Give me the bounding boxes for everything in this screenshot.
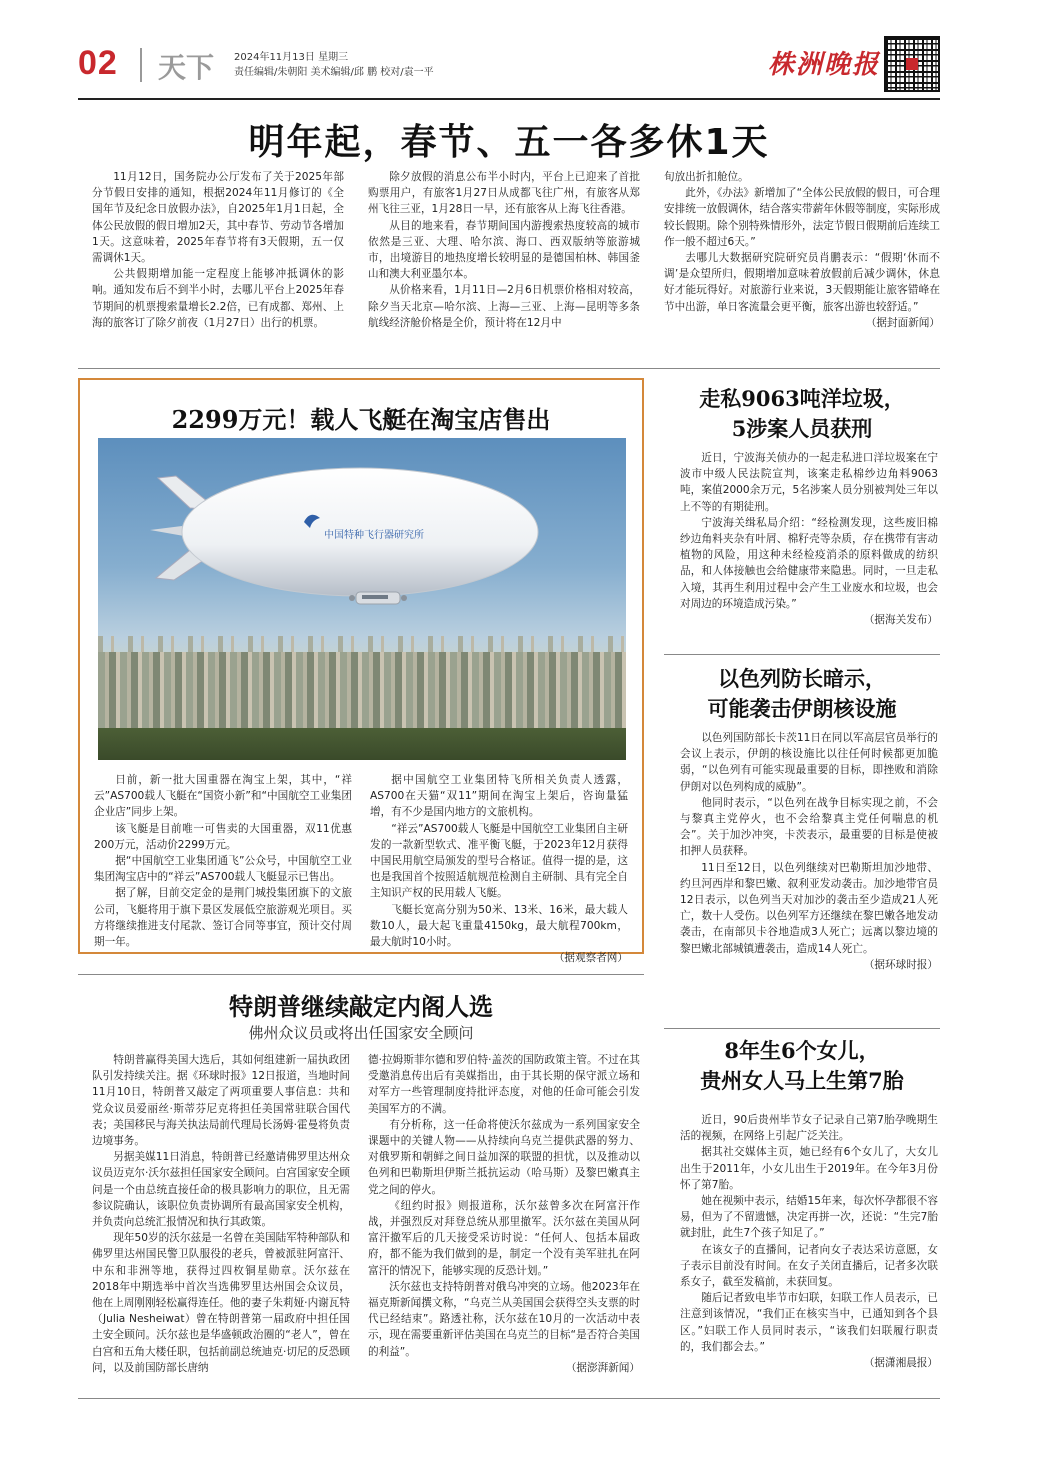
airship-hull-text: 中国特种飞行器研究所: [324, 530, 424, 541]
paragraph: 现年50岁的沃尔兹是一名曾在美国陆军特种部队和佛罗里达州国民警卫队服役的老兵，曾被派驻阿富汗、中东和非洲等地，获得过四枚铜星勋章。沃尔兹在2018年中期选举中首次当选佛罗里达州国会众议员，他在上周刚刚轻松赢得连任。他的妻子朱莉娅·内谢瓦特（Julia Nesheiwat）曾在特朗普第一届政府中担任国土安全顾问。沃尔兹也是华盛顿政治圈的“老人”，曾在白宫和五角大楼任职，包括前副总统迪克·切尼的反恐顾问，以及前国防部长唐纳: [92, 1232, 350, 1374]
bottom-rule: [78, 1398, 940, 1399]
paragraph: 此外，《办法》新增加了“全体公民放假的假日，可合理安排统一放假调休，结合落实带薪年休假等制度，实际形成较长假期。除个别特殊情形外，法定节假日假期前后连续工作一般不超过6天。”: [664, 187, 940, 248]
headline-line: 走私9063吨洋垃圾，: [699, 386, 905, 411]
paragraph: 德·拉姆斯菲尔德和罗伯特·盖茨的国防政策主管。不过在其受邀消息传出后有美媒指出，由于其长期的保守派立场和对军方一些管理制度持批评态度，对他的任命可能会引发美国军方的不满。: [368, 1054, 640, 1115]
paragraph: 据了解，目前交定金的是荆门城投集团旗下的文旅公司，飞艇将用于旗下景区发展低空旅游观光项目。买方将继续推进支付尾款、签订合同等事宜，预计交付周期一年。: [94, 887, 352, 949]
paragraph: 近日，宁波海关侦办的一起走私进口洋垃圾案在宁波市中级人民法院宣判，该案走私棉纱边角料9063吨，案值2000余万元，5名涉案人员分别被判处三年以上不等的有期徒刑。: [680, 452, 938, 513]
paragraph: 11月12日，国务院办公厅发布了关于2025年部分节假日安排的通知，根据2024年11月修订的《全国年节及纪念日放假办法》，自2025年1月1日起，全体公民放假的假日增加2天，其中春节、劳动节各增加1天。这意味着，2025年春节将有3天假期，五一仅需调休1天。: [92, 171, 344, 265]
source-credit: （据澎湃新闻）: [565, 1361, 640, 1374]
paragraph: 近日，90后贵州毕节女子记录自己第7胎孕晚期生活的视频，在网络上引起广泛关注。: [680, 1114, 938, 1143]
section-name: 天下: [158, 51, 215, 84]
headline-line: 5涉案人员获刑: [731, 416, 873, 441]
section-divider: [78, 368, 940, 369]
paragraph: 11日至12日，以色列继续对巴勒斯坦加沙地带、约旦河西岸和黎巴嫩、叙利亚发动袭击。加沙地带官员12日表示，以色列当天对加沙的袭击至少造成21人死亡，数十人受伤。以色列军方还继续在黎巴嫩各地发动袭击，在南部贝卡谷地造成3人死亡；远离以黎边境的黎巴嫩北部城镇遭袭击，造成14人死亡。: [680, 861, 938, 955]
trump-column-1: [92, 1052, 350, 1376]
paragraph: 日前，新一批大国重器在淘宝上架，其中，“祥云”AS700载人飞艇在“国资小新”和“中国航空工业集团企业店”同步上架。: [94, 774, 352, 819]
paragraph: 除夕放假的消息公布半小时内，平台上已迎来了首批购票用户，有旅客1月27日从成都飞往广州，有旅客从郑州飞往三亚，1月28日一早，还有旅客从上海飞往香港。: [368, 171, 640, 216]
paragraph: 据“中国航空工业集团通飞”公众号，中国航空工业集团淘宝店中的“祥云”AS700载人飞艇显示已售出。: [94, 855, 352, 884]
headline-line: 贵州女人马上生第7胎: [700, 1068, 904, 1093]
headline-line: 以色列防长暗示，: [718, 666, 886, 691]
lead-column-2: [368, 169, 640, 331]
section-divider: [664, 654, 940, 655]
lead-headline: 明年起，春节、五一各多休1天: [248, 122, 770, 163]
paragraph: 以色列国防部长卡茨11日在同以军高层官员举行的会议上表示，伊朗的核设施比以往任何时候都更加脆弱，“以色列有可能实现最重要的目标，即挫败和消除伊朗对以色列构成的威胁”。: [680, 732, 938, 793]
paragraph: 该飞艇是目前唯一可售卖的大国重器，双11优惠200万元，活动价2299万元。: [94, 822, 352, 851]
airship-icon: [98, 438, 626, 760]
source-credit: （据潇湘晨报）: [863, 1357, 938, 1370]
paragraph: 随后记者致电毕节市妇联，妇联工作人员表示，已注意到该情况，“我们正在核实当中，已通知到各个县区。”妇联工作人员同时表示，“该我们妇联履行职责的，我们都会去。”: [680, 1292, 938, 1353]
paragraph: 特朗普赢得美国大选后，其如何组建新一届执政团队引发持续关注。据《环球时报》12日报道，当地时间11月10日，特朗普又敲定了两项重要人事信息：共和党众议员爱丽丝·斯蒂芬尼克将担任美国常驻联合国代表；美国移民与海关执法局前代理局长汤姆·霍曼将负责边境事务。: [92, 1054, 350, 1148]
paragraph: 飞艇长宽高分别为50米、13米、16米，最大载人数10人，最大起飞重量4150kg，最大航程700km，最大航时10小时。: [370, 903, 628, 949]
israel-body: [680, 730, 938, 973]
paragraph: 《纽约时报》则报道称，沃尔兹曾多次在阿富汗作战，并强烈反对拜登总统从那里撤军。沃尔兹在美国从阿富汗撤军后的几天接受采访时说：“任何人、包括本届政府，都不能为我们做到的是，制定一个没有美军驻扎在阿富汗的情况下，能够实现的反恐计划。”: [368, 1199, 640, 1277]
airship-photo: [98, 438, 626, 760]
paragraph: 沃尔兹也支持特朗普对俄乌冲突的立场。他2023年在福克斯新闻撰文称，“乌克兰从美国国会获得空头支票的时代已经结束”。路透社称，沃尔兹在10月的一次活动中表示，现在需要重新评估美国在乌克兰的目标“是否符合美国的利益”。: [368, 1280, 640, 1358]
trump-column-2: [368, 1052, 640, 1376]
headline-line: 8年生6个女儿，: [724, 1038, 880, 1063]
paragraph: 去哪儿大数据研究院研究员肖鹏表示：“假期‘休而不调’是众望所归，假期增加意味着放假前后减少调休，休息好才能玩得好。对旅游行业来说，3天假期能让旅客错峰在节中出游，单日客流量会更平衡，旅客出游也较舒适。”: [664, 252, 940, 313]
qr-code-icon: [884, 36, 940, 92]
section-divider: [78, 974, 644, 975]
trump-subheadline: 佛州众议员或将出任国家安全顾问: [248, 1024, 474, 1042]
airship-column-1: [94, 772, 352, 950]
lead-column-3: [664, 169, 940, 331]
paragraph: 有分析称，这一任命将使沃尔兹成为一系列国家安全课题中的关键人物——从持续向乌克兰提供武器的努力、对俄罗斯和朝鲜之间日益加深的联盟的担忧，以及推动以色列和巴勒斯坦伊斯兰抵抗运动（哈马斯）及黎巴嫩真主党之间的停火。: [368, 1118, 640, 1196]
paragraph: 据中国航空工业集团特飞所相关负责人透露，AS700在天猫“双11”期间在淘宝上架后，咨询量猛增，有不少是国内地方的文旅机构。: [370, 774, 628, 819]
masthead: [78, 40, 940, 92]
section-divider: [664, 1028, 940, 1029]
paragraph: 宁波海关缉私局介绍：“经检测发现，这些废旧棉纱边角料夹杂有叶屑、棉籽壳等杂质，存在携带有害动植物的风险，用这种未经检疫消杀的原料做成的纺织品，和人体接触也会给健康带来隐患。同时，一旦走私入境，其再生利用过程中会产生工业废水和垃圾，也会对周边的环境造成污染。”: [680, 516, 938, 610]
paragraph: 从目的地来看，春节期间国内游搜索热度较高的城市依然是三亚、大理、哈尔滨、海口、西双版纳等旅游城市，出境游目的地热度增长较明显的是德国柏林、韩国釜山和澳大利亚墨尔本。: [368, 219, 640, 281]
smuggling-body: [680, 450, 938, 628]
paragraph: 旬放出折扣舱位。: [664, 171, 749, 183]
paragraph: 公共假期增加能一定程度上能够冲抵调休的影响。通知发布后不到半小时，去哪儿平台上2025年春节期间的机票搜索量增长2.2倍，已有成都、郑州、上海的旅客订了除夕前夜（1月27日）出行的机票。: [92, 268, 344, 329]
source-credit: （据封面新闻）: [865, 316, 940, 329]
source-credit: （据海关发布）: [863, 614, 938, 627]
israel-headline: [664, 664, 940, 724]
airship-story-box: [78, 378, 644, 965]
guizhou-headline: [664, 1036, 940, 1096]
date-line: 2024年11月13日 星期三: [234, 52, 349, 63]
paragraph: “祥云”AS700载人飞艇是中国航空工业集团自主研发的一款新型软式、准平衡飞艇，于2023年12月获得中国民用航空局颁发的型号合格证。值得一提的是，这也是我国首个按照适航规范检测自主研制、具有完全自主知识产权的民用载人飞艇。: [370, 822, 628, 900]
newspaper-logo: 株洲晚报: [768, 50, 881, 80]
airship-column-2: [370, 772, 628, 966]
guizhou-body: [680, 1112, 938, 1371]
source-credit: （据观察者网）: [553, 952, 628, 965]
headline-line: 可能袭击伊朗核设施: [707, 696, 897, 721]
header-divider: [140, 48, 142, 82]
paragraph: 另据美媒11日消息，特朗普已经邀请佛罗里达州众议员迈克尔·沃尔兹担任国家安全顾问。白宫国家安全顾问是一个由总统直接任命的极具影响力的职位，且无需参议院确认，该职位负责协调所有最高国家安全机构，并负责向总统汇报情况和执行其政策。: [92, 1151, 350, 1229]
smuggling-headline: [664, 384, 940, 444]
lead-column-1: [92, 169, 344, 331]
paragraph: 从价格来看，1月11日—2月6日机票价格相对较高，除夕当天北京—哈尔滨、上海—三亚、上海—昆明等多条航线经济舱价格是全价，预计将在12月中: [368, 284, 640, 329]
trump-headline: 特朗普继续敲定内阁人选: [229, 992, 493, 1021]
paragraph: 她在视频中表示，结婚15年来，每次怀孕都很不容易，但为了不留遗憾，决定再拼一次，还说：“生完7胎就封肚，此生7个孩子知足了。”: [680, 1195, 938, 1240]
source-credit: （据环球时报）: [863, 958, 938, 971]
paragraph: 在该女子的直播间，记者向女子表达采访意愿，女子表示目前没有时间。在女子关闭直播后，记者多次联系女子，截至发稿前，未获回复。: [680, 1243, 938, 1289]
airship-headline: 2299万元！载人飞艇在淘宝店售出: [171, 405, 551, 434]
header-meta: [234, 50, 434, 80]
header-rule: [78, 98, 940, 100]
editor-line: 责任编辑/朱朝阳 美术编辑/邱 鹏 校对/袁一平: [234, 67, 434, 78]
paragraph: 据其社交媒体主页，她已经有6个女儿了，大女儿出生于2011年，小女儿出生于2019年。在今年3月份怀了第7胎。: [680, 1146, 938, 1191]
page-number: 02: [78, 44, 118, 82]
paragraph: 他同时表示，“以色列在战争目标实现之前，不会与黎真主党停火，也不会给黎真主党任何喘息的机会”。关于加沙冲突，卡茨表示，最重要的目标是使被扣押人员获释。: [680, 796, 938, 858]
